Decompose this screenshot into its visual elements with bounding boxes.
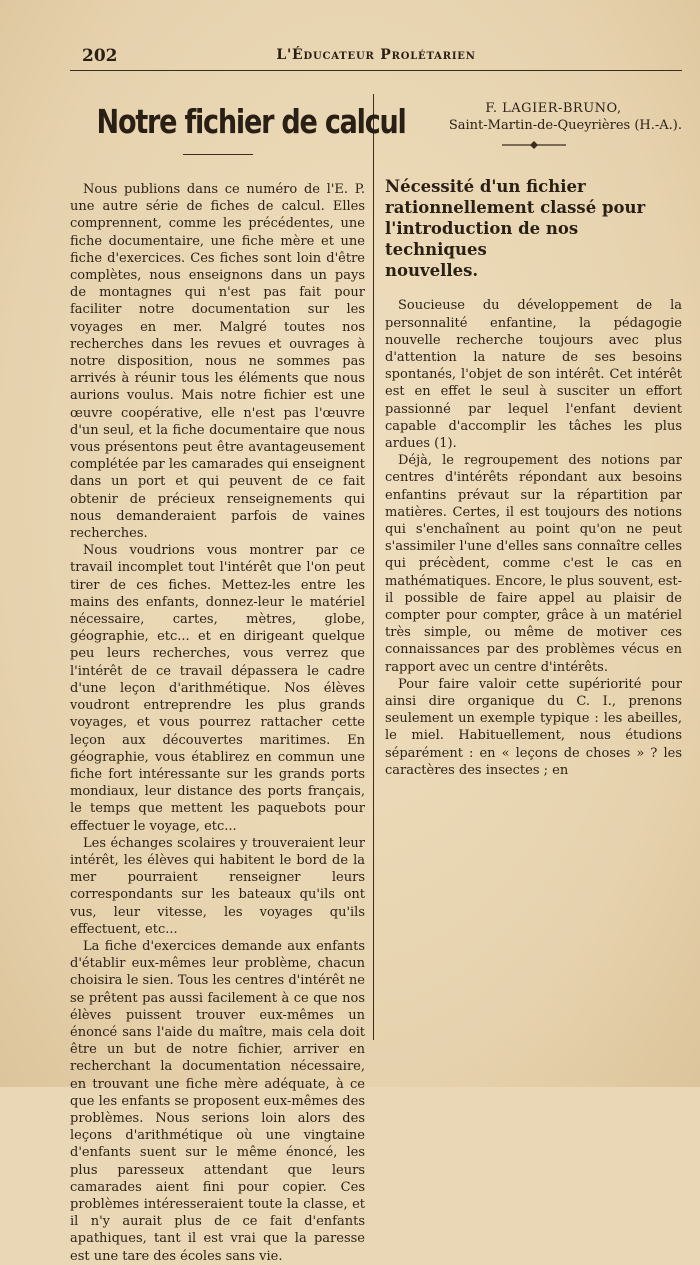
author-name: F. LAGIER-BRUNO, [485, 101, 622, 116]
article1-paragraph-4: La fiche d'exercices demande aux enfants d'établir eux-mêmes leur problème, chacun choisira le sien. Tous les centres d'intérêt ne se prêtent pas aussi facilement à ce que nos élèves puissent trouver eux-mêmes un énoncé sans l'aide du maître, mais cela doit être un but de notre fichier, arriver en recherchant la documentation nécessaire, en trouvant une fiche mère adéquate, à ce que les enfants se proposent eux-mêmes des problèmes. Nous serions loin alors des leçons d'arithmétique où une vingtaine d'enfants suent sur le même énoncé, les plus paresseux attendant que leurs camarades aient fini pour copier. Ces problèmes intéresseraient toute la classe, et il n'y aurait plus de ce fait d'enfants apathiques, tant il est vrai que la paresse est une tare des écoles sans vie. [70, 938, 365, 1264]
article2-paragraph-2: Déjà, le regroupement des notions par centres d'intérêts répondant aux besoins enfantins prévaut sur la répartition par matières. Certes, il est toujours des notions qui s'enchaînent au point qu'on ne peut s'assimiler l'une d'elles sans connaître celles qui précèdent, comme c'est le cas en mathématiques. Encore, le plus souvent, est-il possible de faire appel au plaisir de compter pour compter, grâce à un matériel très simple, ou même de motiver ces connaissances par des problèmes vécus en rapport avec un centre d'intérêts. [385, 453, 682, 675]
running-header [70, 44, 682, 71]
author-location: Saint-Martin-de-Queyrières (H.-A.). [448, 118, 682, 134]
column-divider [373, 94, 374, 1040]
article2-paragraph-1: Soucieuse du développement de la personnalité enfantine, la pédagogie nouvelle recherche toujours avec plus d'attention la nature de ses besoins spontanés, l'objet de son intérêt. Cet intérêt est en effet le seul à susciter un effort passionné par lequel l'enfant devient capable d'accomplir les tâches les plus ardues (1). [385, 298, 682, 452]
section-title-line: l'introduction de nos techniques [385, 219, 579, 260]
title-rule [183, 154, 253, 155]
page-number: 202 [82, 46, 118, 66]
left-column [70, 96, 406, 1264]
section-title-line: Nécessité d'un fichier [385, 177, 586, 197]
section-title-line: nouvelles. [385, 261, 479, 281]
article1-paragraph-1: Nous publions dans ce numéro de l'E. P. une autre série de fiches de calcul. Elles comprennent, comme les précédentes, une fiche documentaire, une fiche mère et une fiche d'exercices. Ces fiches sont loin d'être complètes, nous enseignons dans un pays de montagnes qui n'est pas fait pour faciliter notre documentation sur les voyages en mer. Malgré toutes nos recherches dans les revues et ouvrages à notre disposition, nous ne sommes pas arrivés à réunir tous les éléments que nous aurions voulus. Mais notre fichier est une œuvre coopérative, elle n'est pas l'œuvre d'un seul, et la fiche documentaire que nous vous présentons peut être avantageusement complétée par les camarades qui enseignent dans un port et qui peuvent de ce fait obtenir de précieux renseignements qui nous demanderaient parfois de vaines recherches. [70, 182, 365, 542]
article1-paragraph-3: Les échanges scolaires y trouveraient leur intérêt, les élèves qui habitent le bord de la mer pourraient renseigner leurs correspondants sur les bateaux qu'ils ont vus, leur vitesse, les voyages qu'ils effectuent, etc... [70, 835, 365, 937]
article2-paragraph-3: Pour faire valoir cette supériorité pour ainsi dire organique du C. I., prenons seulement un exemple typique : les abeilles, le miel. Habituellement, nous étudions séparément : en « leçons de choses » ? les caractères des insectes ; en [385, 676, 682, 778]
article-title: Notre fichier de calcul [96, 102, 406, 141]
signature [385, 100, 682, 134]
section-title [385, 176, 682, 281]
section-title-line: rationnellement classé pour [385, 198, 646, 218]
ornament-divider [502, 140, 566, 150]
article1-paragraph-2: Nous voudrions vous montrer par ce travail incomplet tout l'intérêt que l'on peut tirer de ces fiches. Mettez-les entre les mains des enfants, donnez-leur le matériel nécessaire, cartes, mètres, globe, géographie, etc... et en dirigeant quelque peu leurs recherches, vous verrez que l'intérêt de ce travail dépassera le cadre d'une leçon d'arithmétique. Nos élèves voudront entreprendre les plus grands voyages, et vous pourrez rattacher cette leçon aux découvertes maritimes. En géographie, vous établirez en commun une fiche fort intéressante sur les grands ports mondiaux, leur distance des ports français, le temps que mettent les paquebots pour effectuer le voyage, etc... [70, 543, 365, 834]
right-column [385, 96, 682, 1044]
journal-title: L'Éducateur Prolétarien [276, 47, 476, 63]
